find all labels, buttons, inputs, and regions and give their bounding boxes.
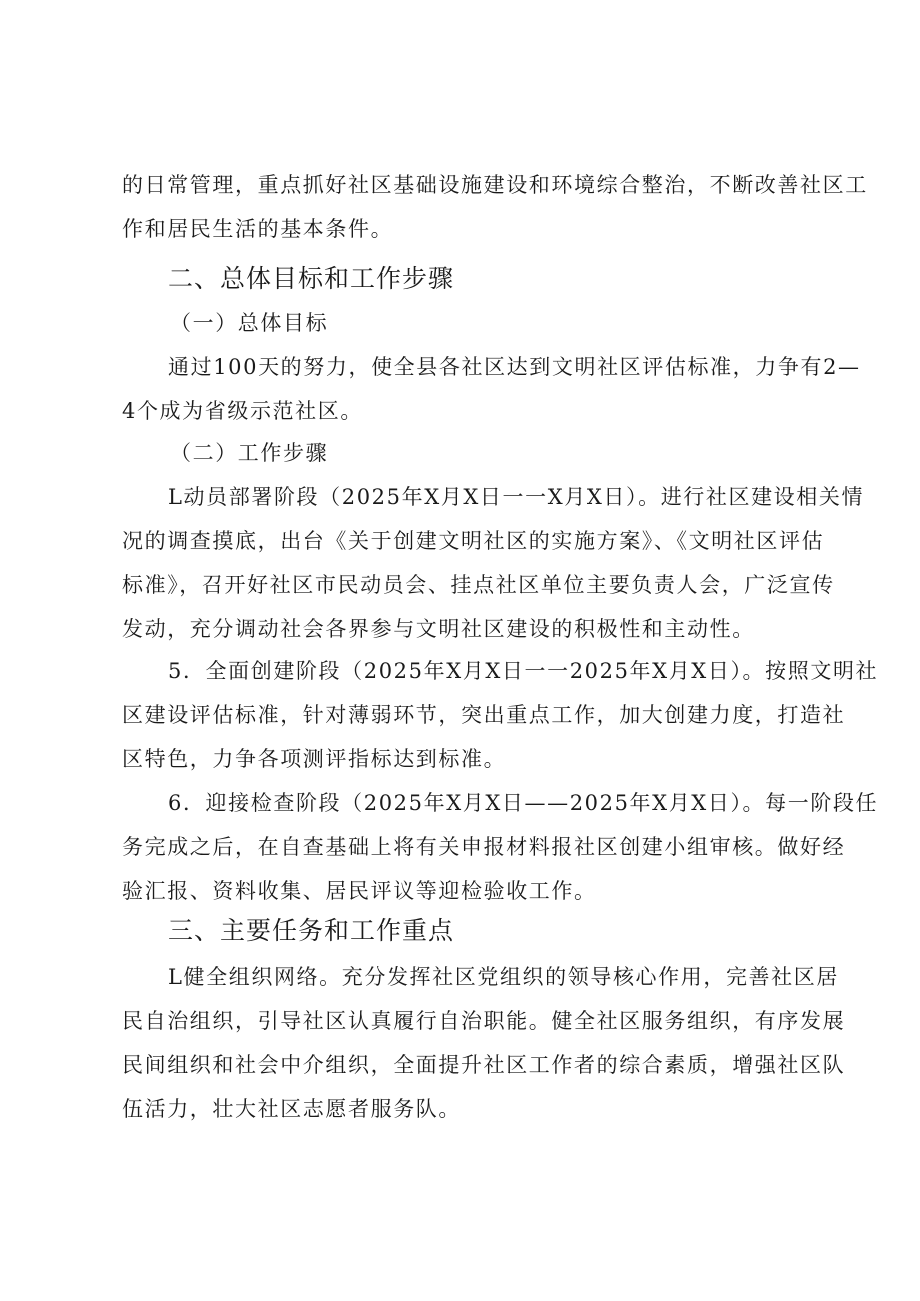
step-2-line-3: 区特色，力争各项测评指标达到标准。 [122,747,507,771]
section-3-heading: 三、主要任务和工作重点 [168,916,455,945]
goal-paragraph-line-1: 通过100天的努力，使全县各社区达到文明社区评估标准，力争有2— [168,355,861,379]
section-2-heading: 二、总体目标和工作步骤 [168,264,455,293]
step-1-line-4: 发动，充分调动社会各界参与文明社区建设的积极性和主动性。 [122,617,755,641]
step-2-line-1: 5．全面创建阶段（2025年X月X日一一2025年X月X日）。按照文明社 [168,659,879,683]
step-2-line-2: 区建设评估标准，针对薄弱环节，突出重点工作，加大创建力度，打造社 [122,703,846,727]
step-1-line-2: 况的调查摸底，出台《关于创建文明社区的实施方案》、《文明社区评估 [122,529,825,553]
goal-paragraph-line-2: 4个成为省级示范社区。 [122,399,363,423]
subheading-overall-goal: （一）总体目标 [170,311,329,335]
intro-line-1: 的日常管理，重点抓好社区基础设施建设和环境综合整治，不断改善社区工 [122,173,868,197]
step-3-line-2: 务完成之后，在自查基础上将有关申报材料报社区创建小组审核。做好经 [122,835,846,859]
task-1-line-2: 民自治组织，引导社区认真履行自治职能。健全社区服务组织，有序发展 [122,1009,846,1033]
task-1-line-3: 民间组织和社会中介组织，全面提升社区工作者的综合素质，增强社区队 [122,1053,846,1077]
step-1-line-1: L动员部署阶段（2025年X月X日一一X月X日）。进行社区建设相关情 [168,485,865,509]
step-1-line-3: 标准》，召开好社区市民动员会、挂点社区单位主要负责人会，广泛宣传 [122,573,835,597]
intro-line-2: 作和居民生活的基本条件。 [122,217,394,241]
step-3-line-1: 6．迎接检查阶段（2025年X月X日——2025年X月X日）。每一阶段任 [168,791,879,815]
task-1-line-4: 伍活力，壮大社区志愿者服务队。 [122,1097,461,1121]
subheading-work-steps: （二）工作步骤 [170,441,329,465]
step-3-line-3: 验汇报、资料收集、居民评议等迎检验收工作。 [122,879,597,903]
task-1-line-1: L健全组织网络。充分发挥社区党组织的领导核心作用，完善社区居 [168,965,839,989]
